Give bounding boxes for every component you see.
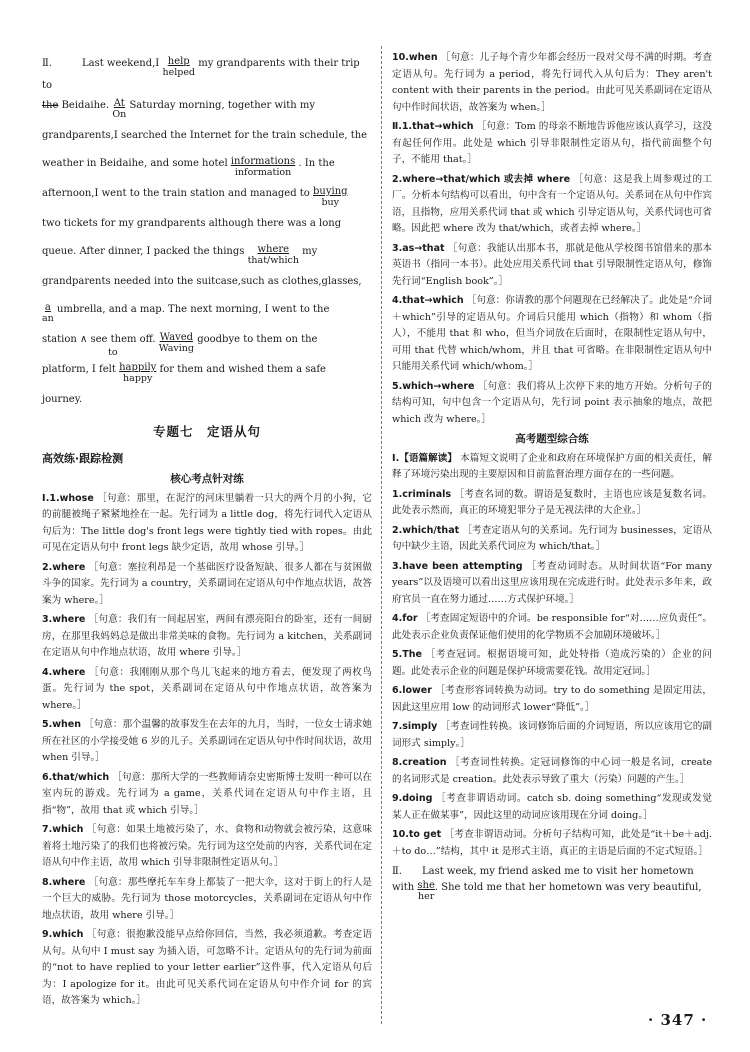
answer-item xyxy=(42,612,372,662)
item-number: 2. xyxy=(42,561,53,573)
answer-item xyxy=(42,560,372,610)
corrected-word: helped xyxy=(162,67,196,78)
ending-line2-post: . She told me that her hometown was very beautiful, xyxy=(434,882,702,893)
item-explanation: 本篇短文说明了企业和政府在环境保护方面的相关责任，解释了环境污染出现的主要原因和目前监督治理方面存在的一些问题。 xyxy=(392,452,712,480)
corrected-word: buy xyxy=(321,197,340,208)
item-key: where xyxy=(52,666,86,678)
correction-line xyxy=(42,216,372,236)
correction-mark xyxy=(313,186,348,208)
item-number: 1. xyxy=(392,488,403,500)
line-text: Last weekend,I xyxy=(81,58,160,69)
item-key: for xyxy=(402,613,418,624)
item-key: have been attempting xyxy=(402,560,523,572)
column-divider xyxy=(381,46,382,1024)
ending-fix-original: she xyxy=(417,880,435,891)
original-word: At xyxy=(113,98,125,109)
item-number: 8. xyxy=(42,876,53,888)
correction-ending xyxy=(392,864,712,902)
item-key: that→which xyxy=(412,121,474,132)
correction-line xyxy=(42,244,372,270)
original-word: a xyxy=(44,302,51,313)
ending-line1: Last week, my friend asked me to visit her hometown xyxy=(421,866,694,877)
correction-mark xyxy=(231,156,295,178)
item-key: which xyxy=(52,929,84,940)
line-text: station ∧ see them off. xyxy=(42,334,156,345)
ending-line2-pre: with xyxy=(392,882,415,893)
item-number: 7. xyxy=(392,721,403,732)
correction-line xyxy=(42,128,372,148)
deleted-word: the xyxy=(42,100,59,111)
item-number: 6. xyxy=(42,771,53,783)
correction-mark xyxy=(159,332,194,354)
line-text: platform, I felt xyxy=(42,364,116,375)
item-key: which/that xyxy=(402,524,460,536)
item-explanation: ［考查名词的数。谓语是复数时，主语也应该是复数名词。此处表示然而，真正的环境犯罪分子是无视法律的大企业。］ xyxy=(392,488,712,516)
item-number: 7. xyxy=(42,824,53,835)
item-key: that/which xyxy=(52,771,110,783)
item-explanation: ［句意：那个温馨的故事发生在去年的九月，当时，一位女士请求她所在社区的小学接受她 6 岁的儿子。关系副词在定语从句中作时间状语，故用 when 引导。］ xyxy=(42,719,372,763)
answer-item xyxy=(392,487,712,520)
answer-list-right-b xyxy=(392,451,712,861)
answer-item xyxy=(42,665,372,715)
correction-line xyxy=(42,274,372,294)
item-explanation: ［句意：塞拉利昂是一个基础医疗设备短缺、很多人都在与贫困做斗争的国家。先行词为 a country，关系副词在定语从句中作地点状语，故答案为 where。］ xyxy=(42,561,372,606)
answer-item xyxy=(392,791,712,824)
line-text: Beidaihe. xyxy=(61,100,110,111)
item-number: 6. xyxy=(392,685,403,696)
item-number: 5. xyxy=(392,649,403,660)
item-key: simply xyxy=(402,721,438,732)
answer-item xyxy=(392,172,712,238)
item-key: where xyxy=(52,876,86,888)
practice-title: 高效练·跟踪检测 xyxy=(42,451,124,465)
item-explanation: ［句意：这是我上周参观过的工厂。分析本句结构可以看出，句中含有一个定语从句。关系词在从句中作宾语，且指物，应用关系代词 that 或 which 引导定语从句，关系代词也可省略。因此把 where 改为 that/which，或者去掉 where。］ xyxy=(392,173,712,234)
item-explanation: ［考查词性转换。定冠词修饰的中心词一般是名词，create 的名词形式是 creation。此处表示导致了重大（污染）问题的产生。］ xyxy=(392,757,712,785)
item-key: creation xyxy=(402,757,447,768)
answer-item xyxy=(392,241,712,291)
correction-mark xyxy=(162,56,195,78)
item-number: 4. xyxy=(392,613,403,624)
original-word: Waved xyxy=(159,332,194,343)
item-key: as→that xyxy=(402,242,445,254)
line-text: journey. xyxy=(42,394,83,405)
item-explanation: ［考查冠词。根据语境可知，此处特指（造成污染的）企业的问题。此处表示企业的问题是保护环境需要花钱。故用定冠词。］ xyxy=(392,649,712,677)
line-text: . In the xyxy=(298,158,335,169)
item-explanation: ［考查动词时态。从时间状语“For many years”以及语境可以看出这里应该用现在完成进行时。此处表示多年来，政府官员一直在努力通过……方式保护环境。］ xyxy=(392,560,712,605)
item-number: Ⅰ.1. xyxy=(42,492,60,504)
item-explanation: ［句意：我们有一间起居室，两间有漂亮阳台的卧室，还有一间厨房，在那里我妈妈总是做出非常美味的食物。先行词为 a kitchen，关系副词在定语从句中作地点状语，故用 where 引导。］ xyxy=(42,614,372,658)
correction-line xyxy=(42,332,372,358)
corrected-word: an xyxy=(42,313,54,324)
item-number: 3. xyxy=(392,242,403,254)
page-number: · 347 · xyxy=(648,1011,708,1029)
line-text: umbrella, and a map. The next morning, I went to the xyxy=(56,304,330,315)
item-number: 3. xyxy=(42,614,53,625)
correction-mark xyxy=(112,98,126,120)
inserted-word: to xyxy=(108,347,118,358)
item-explanation: ［考查形容词转换为动词。try to do something 是固定用法，因此这里应用 low 的动词形式 lower“降低”。］ xyxy=(392,685,712,713)
line-text: two tickets for my grandparents although there was a long xyxy=(42,218,342,229)
item-explanation: ［句意：我们将从上次停下来的地方开始。分析句子的结构可知，句中包含一个定语从句，先行词 point 表示抽象的地点，故把 which 改为 where。］ xyxy=(392,380,712,425)
answer-item xyxy=(392,523,712,556)
item-explanation: ［考查定语从句的关系词。先行词为 businesses，定语从句中缺少主语，因此关系代词应为 which/that。］ xyxy=(392,524,712,552)
item-explanation: ［句意：Tom 的母亲不断地告诉他应该认真学习，这没有起任何作用。此处是 which 引导非限制性定语从句，指代前面整个句子，不能用 that。］ xyxy=(392,121,712,165)
answer-item xyxy=(392,755,712,788)
original-word: help xyxy=(167,56,190,67)
answer-item xyxy=(42,770,372,820)
item-key: which→where xyxy=(402,380,475,392)
correction-line xyxy=(42,186,372,212)
corrected-word: Waving xyxy=(158,343,195,354)
section-title: 专题七 定语从句 xyxy=(152,424,261,439)
item-explanation: ［句意：我能认出那本书，那就是他从学校图书馆借来的那本英语书（指同一本书）。此处应用关系代词 that 引导限制性定语从句，修饰先行词“English book”。］ xyxy=(392,242,712,287)
correction-mark xyxy=(248,244,299,266)
item-explanation: ［句意：如果土地被污染了，水、食物和动物就会被污染，这意味着将土地污染了的我们也将被污染。先行词为这空处前的内容，关系代词在定语从句中作主语，故用 which 引导非限制性定语从句。］ xyxy=(42,824,372,868)
answer-item xyxy=(42,491,372,557)
answer-list-left xyxy=(42,491,372,1010)
item-key: doing xyxy=(402,793,433,804)
item-explanation: ［句意：你请教的那个问题现在已经解决了。此处是“介词＋which”引导的定语从句。介词后只能用 which（指物）和 whom（指人），不能用 that 和 who，但当介词放在后面时，在限制性定语从句中，可用 that 代替 which/whom，并且 that 可省略。在非限制性定语从句中只能用关系代词 which/whom。］ xyxy=(392,295,712,372)
left-column xyxy=(42,50,372,1013)
correction-line xyxy=(42,56,372,94)
answer-item xyxy=(392,379,712,429)
item-number: 9. xyxy=(392,793,403,804)
item-explanation: ［句意：那里，在泥泞的河床里躺着一只大的两个月的小狗，它的前腿被绳子紧紧地拴在一起。先行词为 a little dog，将先行词代入定语从句后为：The little dog's front legs were tightly tied with ropes。由此可见在定语从句中 front legs 缺少定语，故用 whose 引导。］ xyxy=(42,492,373,553)
correction-mark xyxy=(119,362,156,384)
item-key: that→which xyxy=(402,295,464,306)
item-key: 【语篇解读】 xyxy=(399,452,457,464)
ending-fix-new: her xyxy=(418,891,435,902)
item-explanation: ［句意：我刚刚从那个鸟儿飞起来的地方看去，便发现了两枚鸟蛋。先行词为 the spot，关系副词在定语从句中作地点状语，故答案为 where。］ xyxy=(42,666,372,711)
item-explanation: ［考查非谓语动词。分析句子结构可知，此处是“it＋be＋adj.＋to do…”结构，其中 it 是形式主语，真正的主语是后面的不定式短语。］ xyxy=(392,829,712,857)
item-number: Ⅰ. xyxy=(392,452,400,464)
answer-item xyxy=(392,683,712,716)
item-explanation: ［句意：那所大学的一些教师请奈史密斯博士发明一种可以在室内玩的游戏。先行词为 a game，关系代词在定语从句中作主语，且指“物”，故用 that 或 which 引导。］ xyxy=(42,771,372,816)
item-number: 5. xyxy=(42,719,53,730)
item-key: The xyxy=(402,649,422,660)
correction-line xyxy=(42,302,372,328)
original-word: where xyxy=(257,244,290,255)
item-key: where xyxy=(52,614,86,625)
answer-item xyxy=(392,50,712,116)
item-number: 10. xyxy=(392,52,409,63)
line-text: Saturday morning, together with my xyxy=(129,100,316,111)
item-number: 8. xyxy=(392,757,403,768)
ending-label: Ⅱ. xyxy=(392,866,402,877)
line-text: my grandparents with their trip to xyxy=(42,58,360,91)
line-text: grandparents,I searched the Internet for the train schedule, the xyxy=(42,130,368,141)
line-text: queue. After dinner, I packed the things xyxy=(42,246,245,257)
right-column xyxy=(392,50,712,902)
correction-label: Ⅱ. xyxy=(42,58,52,69)
item-number: 2. xyxy=(392,173,403,185)
line-text: weather in Beidaihe, and some hotel xyxy=(42,158,228,169)
item-key: whose xyxy=(59,492,94,504)
answer-item xyxy=(392,827,712,860)
item-key: criminals xyxy=(402,488,452,500)
item-number: 3. xyxy=(392,560,403,572)
corrected-word: information xyxy=(234,167,292,178)
correction-line xyxy=(42,98,372,124)
item-number: Ⅱ.1. xyxy=(392,121,413,132)
correction-passage xyxy=(42,56,372,412)
corrected-word: that/which xyxy=(247,255,299,266)
line-text: afternoon,I went to the train station and managed to xyxy=(42,188,310,199)
item-number: 10. xyxy=(392,829,409,840)
item-explanation: ［句意：儿子每个青少年都会经历一段对父母不满的时期。考查定语从句。先行词为 a period，将先行词代入从句后为：They aren't content with their parents in the period。由此可见关系副词在定语从句中作时间状语，故答案为 when。］ xyxy=(392,52,712,113)
original-word: buying xyxy=(313,186,348,197)
item-number: 2. xyxy=(392,524,403,536)
answer-item xyxy=(42,717,372,767)
item-explanation: ［考查词性转换。该词修饰后面的介词短语，所以应该用它的副词形式 simply。］ xyxy=(392,721,713,749)
answer-item xyxy=(42,822,372,872)
answer-item xyxy=(42,927,372,1010)
item-explanation: ［考查固定短语中的介词。be responsible for“对……应负责任”。此处表示企业负责保证他们使用的化学物质不会加剧环境破坏。］ xyxy=(392,613,712,641)
item-key: lower xyxy=(402,685,432,696)
item-explanation: ［考查非谓语动词。catch sb. doing something“发现或发觉某人正在做某事”，因此这里的动词应该用现在分词 doing。］ xyxy=(392,793,712,821)
answer-item xyxy=(392,293,712,376)
original-word: happily xyxy=(119,362,157,373)
answer-item xyxy=(392,451,712,484)
item-explanation: ［句意：那些摩托车车身上都装了一把大伞，这对于街上的行人是一个巨大的威胁。先行词为 those motorcycles，关系副词在定语从句中作地点状语，故用 where 引导。］ xyxy=(42,876,372,921)
answer-list-right-a xyxy=(392,50,712,428)
line-text: grandparents needed into the suitcase,such as clothes,glasses, xyxy=(42,276,362,287)
item-explanation: ［句意：很抱歉没能早点给你回信，当然，我必须道歉。考查定语从句。从句中 I must say 为插入语，可忽略不计。定语从句的先行词为前面的“not to have replied to your letter earlier”这件事，代入定语从句后为：I apologize for it。由此可见关系代词在定语从句中作介词 for 的宾语，故答案为 which。］ xyxy=(42,929,372,1006)
answer-item xyxy=(392,647,712,680)
correction-mark xyxy=(42,302,54,324)
answer-item xyxy=(392,611,712,644)
correction-line xyxy=(42,156,372,182)
corrected-word: On xyxy=(112,109,127,120)
item-key: to get xyxy=(408,829,442,840)
item-number: 5. xyxy=(392,380,403,392)
line-text: for them and wished them a safe xyxy=(159,364,326,375)
answer-item xyxy=(392,719,712,752)
line-text: my xyxy=(302,246,318,257)
correction-line xyxy=(42,362,372,388)
line-text: goodbye to them on the xyxy=(197,334,318,345)
sub-title-2: 高考题型综合练 xyxy=(515,433,589,445)
correction-line xyxy=(42,392,372,412)
answer-item xyxy=(392,559,712,609)
item-number: 4. xyxy=(392,295,403,306)
sub-title: 核心考点针对练 xyxy=(170,473,244,485)
item-key: which xyxy=(52,824,84,835)
item-number: 4. xyxy=(42,666,53,678)
answer-item xyxy=(42,875,372,925)
corrected-word: happy xyxy=(123,373,153,384)
item-key: when xyxy=(52,719,81,730)
answer-item xyxy=(392,119,712,169)
item-key: where→that/which 或去掉 where xyxy=(402,173,571,185)
original-word: informations xyxy=(230,156,296,167)
item-number: 9. xyxy=(42,929,53,940)
item-key: where xyxy=(52,561,86,573)
item-key: when xyxy=(408,52,438,63)
